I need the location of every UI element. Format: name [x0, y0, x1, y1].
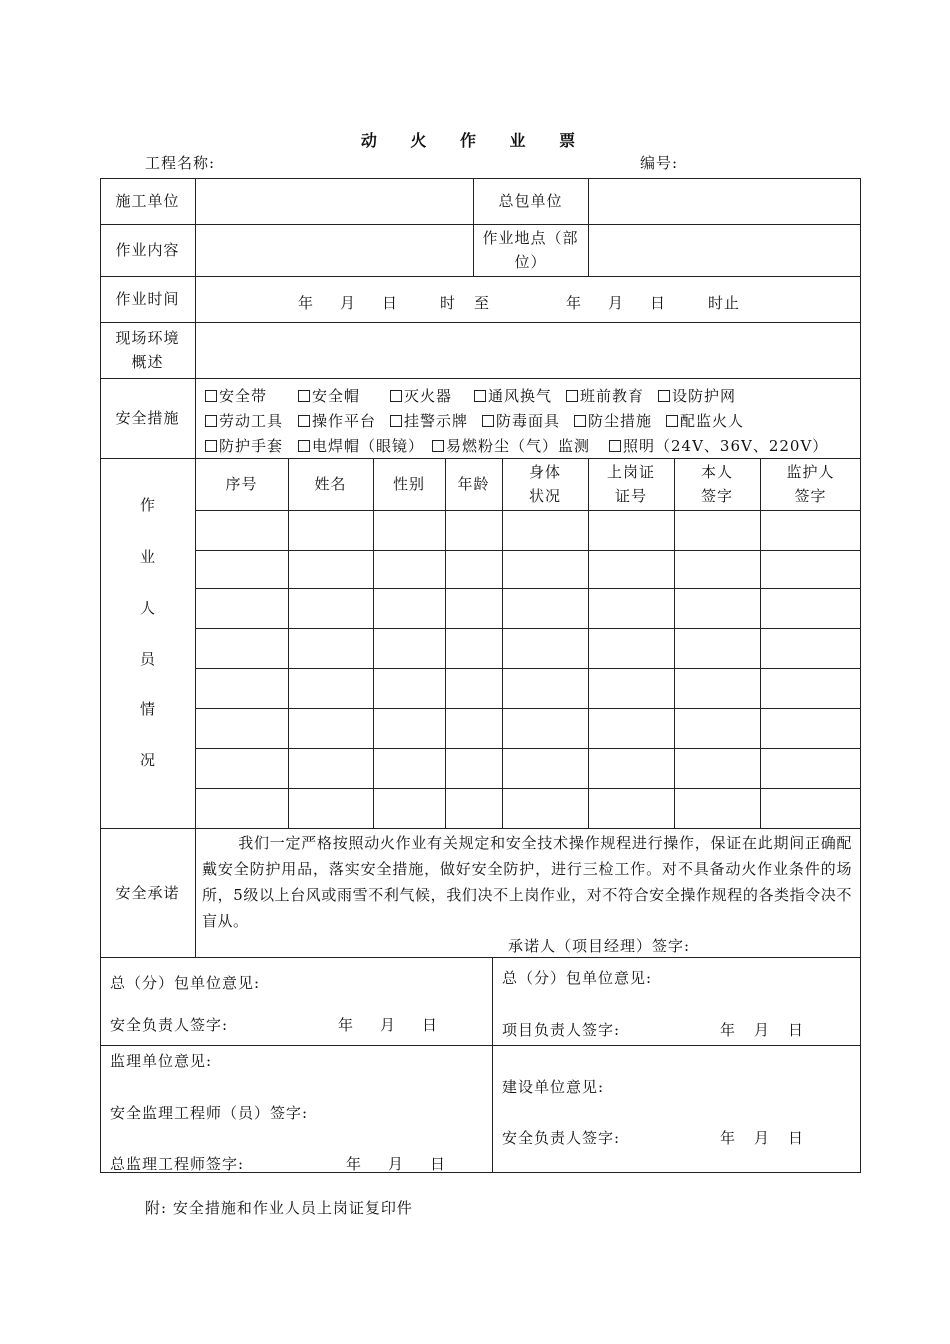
table-divider — [195, 588, 861, 589]
pledge-signer: 承诺人（项目经理）签字: — [508, 937, 691, 955]
site-environment-label — [100, 322, 195, 378]
row-divider — [100, 322, 861, 323]
work-location-label — [473, 224, 588, 276]
measure-helmet[interactable]: 安全帽 — [298, 385, 360, 406]
date-year: 年 — [720, 1129, 737, 1147]
row-divider — [100, 378, 861, 379]
number-label: 编号: — [640, 154, 679, 172]
personnel-char: 业 — [139, 548, 155, 566]
date-day: 日 — [422, 1016, 439, 1034]
checkbox-icon[interactable] — [666, 415, 678, 427]
measure-dust-control[interactable]: 防尘措施 — [574, 410, 652, 431]
checkbox-icon[interactable] — [298, 415, 310, 427]
personnel-char: 作 — [139, 496, 155, 514]
construction-unit-label: 施工单位 — [115, 192, 180, 210]
personnel-char: 况 — [139, 751, 155, 769]
time-day-end: 日 — [650, 294, 667, 312]
table-divider — [195, 748, 861, 749]
time-hour: 时 — [440, 294, 457, 312]
measure-gloves[interactable]: 防护手套 — [205, 435, 283, 456]
personnel-char: 员 — [139, 650, 155, 668]
checkbox-icon[interactable] — [432, 440, 444, 452]
pledge-text: 我们一定严格按照动火作业有关规定和安全技术操作规程进行操作，保证在此期间正确配戴安全防护用品，落实安全措施，做好安全防护，进行三检工作。对不具备动火作业条件的场所，5级以上台风或雨雪不利气候，我们决不上岗作业，对不符合安全操作规程的各类指令决不盲从。 — [202, 834, 852, 930]
time-year-end: 年 — [566, 294, 583, 312]
table-divider — [195, 708, 861, 709]
checkbox-icon[interactable] — [298, 440, 310, 452]
col-divider — [588, 458, 589, 828]
col-header-health: 身体 状况 — [528, 463, 561, 505]
col-divider — [288, 458, 289, 828]
time-month: 月 — [340, 294, 357, 312]
date-month: 月 — [388, 1155, 405, 1173]
project-name-label: 工程名称: — [145, 154, 216, 172]
time-end: 时止 — [708, 294, 741, 312]
work-location-line1: 作业地点（部 — [482, 229, 579, 247]
footnote: 附: 安全措施和作业人员上岗证复印件 — [145, 1199, 413, 1217]
col-divider — [373, 458, 374, 828]
row-divider — [100, 828, 861, 829]
checkbox-icon[interactable] — [658, 390, 670, 402]
personnel-char: 人 — [139, 599, 155, 617]
owner-title: 建设单位意见: — [502, 1078, 605, 1096]
col-header-name: 姓名 — [314, 475, 347, 493]
measure-safety-belt[interactable]: 安全带 — [205, 385, 267, 406]
checkbox-icon[interactable] — [566, 390, 578, 402]
date-month: 月 — [754, 1129, 771, 1147]
table-divider — [195, 628, 861, 629]
gc-left-sign: 安全负责人签字: — [110, 1016, 229, 1034]
supervision-title: 监理单位意见: — [110, 1052, 213, 1070]
measure-work-platform[interactable]: 操作平台 — [298, 410, 376, 431]
col-divider — [588, 178, 589, 276]
col-header-certificate: 上岗证 证号 — [606, 463, 655, 505]
measure-lighting[interactable]: 照明（24V、36V、220V） — [609, 435, 828, 456]
measure-fire-watcher[interactable]: 配监火人 — [666, 410, 744, 431]
personnel-char: 情 — [139, 700, 155, 718]
col-header-gender: 性别 — [392, 475, 425, 493]
measure-welding-mask[interactable]: 电焊帽（眼镜） — [298, 435, 424, 456]
time-to: 至 — [474, 294, 491, 312]
row-divider — [100, 276, 861, 277]
date-day: 日 — [788, 1129, 805, 1147]
col-divider — [502, 458, 503, 828]
col-divider — [492, 957, 493, 1173]
checkbox-icon[interactable] — [205, 415, 217, 427]
checkbox-icon[interactable] — [482, 415, 494, 427]
date-year: 年 — [346, 1155, 363, 1173]
checkbox-icon[interactable] — [205, 440, 217, 452]
date-day: 日 — [788, 1021, 805, 1039]
time-month-end: 月 — [608, 294, 625, 312]
measure-extinguisher[interactable]: 灭火器 — [390, 385, 452, 406]
measure-dust-gas-monitor[interactable]: 易燃粉尘（气）监测 — [432, 435, 590, 456]
measure-protective-net[interactable]: 设防护网 — [658, 385, 736, 406]
col-divider — [674, 458, 675, 828]
col-header-age: 年龄 — [457, 475, 490, 493]
site-environment-line1: 现场环境 — [115, 329, 180, 347]
checkbox-icon[interactable] — [574, 415, 586, 427]
col-divider — [445, 458, 446, 828]
date-month: 月 — [754, 1021, 771, 1039]
chief-engineer-sign: 总监理工程师签字: — [110, 1155, 245, 1173]
supervision-engineer-sign: 安全监理工程师（员）签字: — [110, 1104, 309, 1122]
col-header-self-sign: 本人 签字 — [700, 463, 733, 505]
col-divider — [195, 178, 196, 957]
table-divider — [195, 788, 861, 789]
measure-work-tools[interactable]: 劳动工具 — [205, 410, 283, 431]
measure-warning-sign[interactable]: 挂警示牌 — [390, 410, 468, 431]
checkbox-icon[interactable] — [390, 390, 402, 402]
col-divider — [760, 458, 761, 828]
work-content-label: 作业内容 — [115, 241, 180, 259]
date-month: 月 — [380, 1016, 397, 1034]
date-year: 年 — [338, 1016, 355, 1034]
page-title: 动 火 作 业 票 — [360, 131, 590, 150]
checkbox-icon[interactable] — [205, 390, 217, 402]
date-year: 年 — [720, 1021, 737, 1039]
time-year: 年 — [298, 294, 315, 312]
table-divider — [195, 668, 861, 669]
work-time-label: 作业时间 — [115, 290, 180, 308]
date-day: 日 — [430, 1155, 447, 1173]
site-environment-line2: 概述 — [131, 353, 164, 371]
work-location-line2: 位） — [514, 253, 547, 271]
col-header-serial: 序号 — [225, 475, 258, 493]
table-divider — [195, 510, 861, 511]
checkbox-icon[interactable] — [298, 390, 310, 402]
owner-sign: 安全负责人签字: — [502, 1129, 621, 1147]
gc-right-title: 总（分）包单位意见: — [502, 969, 653, 987]
personnel-label — [100, 458, 195, 828]
measure-gas-mask[interactable]: 防毒面具 — [482, 410, 560, 431]
col-header-guardian-sign: 监护人 签字 — [786, 463, 835, 505]
general-contractor-label: 总包单位 — [498, 192, 563, 210]
checkbox-icon[interactable] — [390, 415, 402, 427]
checkbox-icon[interactable] — [474, 390, 486, 402]
checkbox-icon[interactable] — [609, 440, 621, 452]
safety-measures-label: 安全措施 — [115, 409, 180, 427]
gc-left-title: 总（分）包单位意见: — [110, 974, 261, 992]
gc-right-sign: 项目负责人签字: — [502, 1021, 621, 1039]
measure-ventilation[interactable]: 通风换气 — [474, 385, 552, 406]
table-divider — [195, 550, 861, 551]
time-day: 日 — [382, 294, 399, 312]
row-divider — [100, 1045, 861, 1046]
measure-pre-shift-training[interactable]: 班前教育 — [566, 385, 644, 406]
safety-pledge-label: 安全承诺 — [115, 883, 180, 902]
row-divider — [100, 957, 861, 958]
